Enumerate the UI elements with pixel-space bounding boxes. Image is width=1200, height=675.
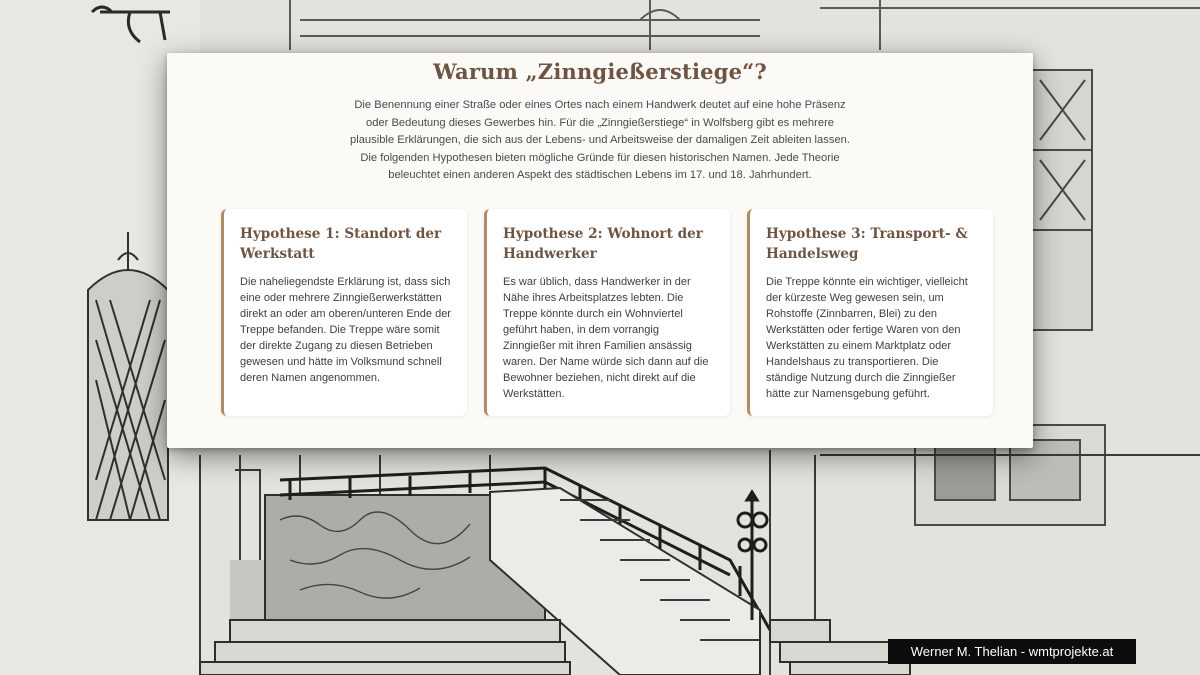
hypothesis-text: Die naheliegendste Erklärung ist, dass sich eine oder mehrere Zinngießerwerkstätten direkt an oder am oberen/unteren Ende der Treppe befanden. Die Treppe wäre somit der direkte Zugang zu diesen Betrieben gewesen und hätte im Volksmund schnell deren Namen angenommen. — [240, 276, 451, 384]
hypothesis-card-1 — [221, 209, 467, 416]
hypothesis-text: Die Treppe könnte ein wichtiger, vielleicht der kürzeste Weg gewesen sein, um Rohstoffe (Zinnbarren, Blei) zu den Werkstätten oder fertige Waren von den Werkstätten zu einem Marktplatz oder Handelshaus zu transportieren. Die ständige Nutzung durch die Zinngießer hätte zur Namensgebung geführt. — [766, 276, 968, 400]
hypothesis-card-2 — [484, 209, 730, 416]
hypotheses-panel — [167, 53, 1033, 448]
page-title: Warum „Zinngießerstiege“? — [433, 59, 767, 84]
hypothesis-title: Hypothese 1: Standort der Werkstatt — [240, 226, 442, 262]
hypothesis-card-3 — [747, 209, 993, 416]
hypothesis-title: Hypothese 2: Wohnort der Handwerker — [503, 226, 703, 262]
hypothesis-title: Hypothese 3: Transport- & Handelsweg — [766, 226, 968, 262]
intro-text: Die Benennung einer Straße oder eines Ortes nach einem Handwerk deutet auf eine hohe Präsenz oder Bedeutung dieses Gewerbes hin. Für die „Zinngießerstiege“ in Wolfsberg gibt es mehrere plausible Erklärungen, die sich aus der Lebens- und Arbeitsweise der damaligen Zeit ableiten lassen. Die folgenden Hypothesen bieten mögliche Gründe für diesen historischen Namen. Jede Theorie beleuchtet einen anderen Aspekt des städtischen Lebens im 17. und 18. Jahrhundert. — [349, 99, 850, 182]
credit-label: Werner M. Thelian - wmtprojekte.at — [888, 639, 1136, 664]
hypothesis-cards — [221, 209, 997, 416]
hypothesis-text: Es war üblich, dass Handwerker in der Nähe ihres Arbeitsplatzes lebten. Die Treppe könnte durch ein Wohnviertel geführt haben, in dem vorrangig Zinngießer mit ihren Familien ansässig waren. Der Name würde sich dann auf die Bewohner beziehen, nicht direkt auf die Werkstätten. — [503, 276, 709, 400]
